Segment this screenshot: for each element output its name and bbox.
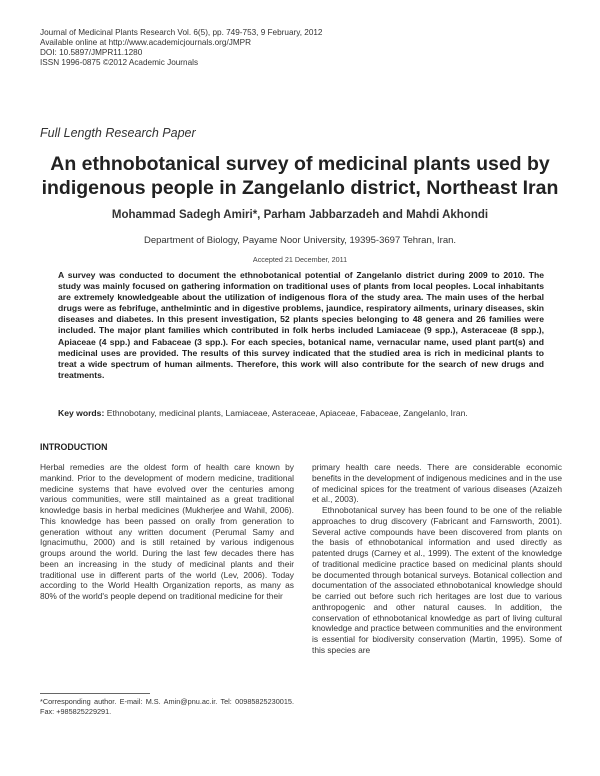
intro-paragraph-1: Herbal remedies are the oldest form of health care known by mankind. Prior to the development of modern medicine, traditional medicine systems that have evolved over the centuries among various communities, were still maintained as a great traditional knowledge basis in herbal medicines (Mukherjee and Wahil, 2006). This knowledge has been passed on orally from generation to generation without any written document (Perumal Samy and Ignacimuthu, 2000) and is still retained by various indigenous groups around the world. During the last few decades there has been an increasing in the study of medicinal plants and their traditional use in different parts of the world (Lev, 2006). Today according to the World Health Organization reports, as many as 80% of the world's people depend on traditional medicine for their (40, 462, 294, 601)
article-type: Full Length Research Paper (40, 126, 196, 140)
section-heading-introduction: INTRODUCTION (40, 442, 108, 452)
accepted-date: Accepted 21 December, 2011 (252, 255, 348, 264)
keywords-label: Key words: (58, 408, 105, 418)
online-availability: Available online at http://www.academicjournals.org/JMPR (40, 38, 252, 47)
keywords (58, 408, 544, 418)
intro-paragraph-2: Ethnobotanical survey has been found to be one of the reliable approaches to drug discovery (Fabricant and Farnsworth, 2001). Several active compounds have been discovered from plants on the basis of ethnobotanical information and used directly as patented drugs (Carney et al., 1999). The extent of the knowledge of traditional medicine practice based on medicinal plants should be documented through botanical surveys. Botanical collection and documentation of the associated ethnobotanical knowledge should be carried out before such rich heritages are lost due to various anthropogenic and other natural causes. In addition, the conservation of ethnobotanical knowledge as part of living cultural knowledge and practice between communities and the environment is essential for biodiversity conservation (Martin, 1995). Some of this species are (312, 505, 563, 655)
issn: ISSN 1996-0875 ©2012 Academic Journals (40, 58, 199, 67)
journal-citation: Journal of Medicinal Plants Research Vol. 6(5), pp. 749-753, 9 February, 2012 (40, 28, 323, 37)
abstract: A survey was conducted to document the ethnobotanical potential of Zangelanlo district during 2009 to 2010. The study was mainly focused on gathering information on traditional uses of plants from local peoples. Local inhabitants are extremely knowledgeable about the utilization of indigenous flora of the study area. The main uses of the herbal drugs were as febrifuge, anthelmintic and in digestive problems, jaundice, respiratory ailments, urinary diseases, skin diseases and diabetes. In this present investigation, 52 plants species belonging to 48 genera and 26 families were included. The major plant families which contributed in folk herbs included Lamiaceae (9 spp.), Asteraceae (8 spp.), Apiaceae (4 spp.) and Fabaceae (3 spp.). For each species, botanical name, vernacular name, used plant part(s) and medicinal uses are provided. The results of this survey indicated that the studied area is rich in medicinal plants to treat a wide spectrum of human ailments. Therefore, this work will also contribute for the search of new drugs and treatments. (58, 270, 544, 380)
column-left (40, 462, 294, 602)
keywords-text: Ethnobotany, medicinal plants, Lamiaceae, Asteraceae, Apiaceae, Fabaceae, Zangelanlo, Iran. (106, 408, 468, 418)
column-right (312, 462, 562, 656)
affiliation: Department of Biology, Payame Noor University, 19395-3697 Tehran, Iran. (143, 235, 457, 246)
journal-header (40, 28, 322, 68)
intro-paragraph-1-continued: primary health care needs. There are considerable economic benefits in the development of indigenous medicines and in the use of medicinal spices for the treatment of various diseases (Azaizeh et al., 2003). (312, 462, 562, 505)
paper-title: An ethnobotanical survey of medicinal plants used by indigenous people in Zangelanlo district, Northeast Iran (41, 153, 559, 199)
doi: DOI: 10.5897/JMPR11.1280 (40, 48, 143, 57)
corresponding-author-footnote: *Corresponding author. E-mail: M.S. Amin@pnu.ac.ir. Tel: 00985825230015. Fax: +985825229291. (40, 697, 294, 716)
authors: Mohammad Sadegh Amiri*, Parham Jabbarzadeh and Mahdi Akhondi (111, 209, 489, 221)
footnote-divider (40, 693, 150, 694)
